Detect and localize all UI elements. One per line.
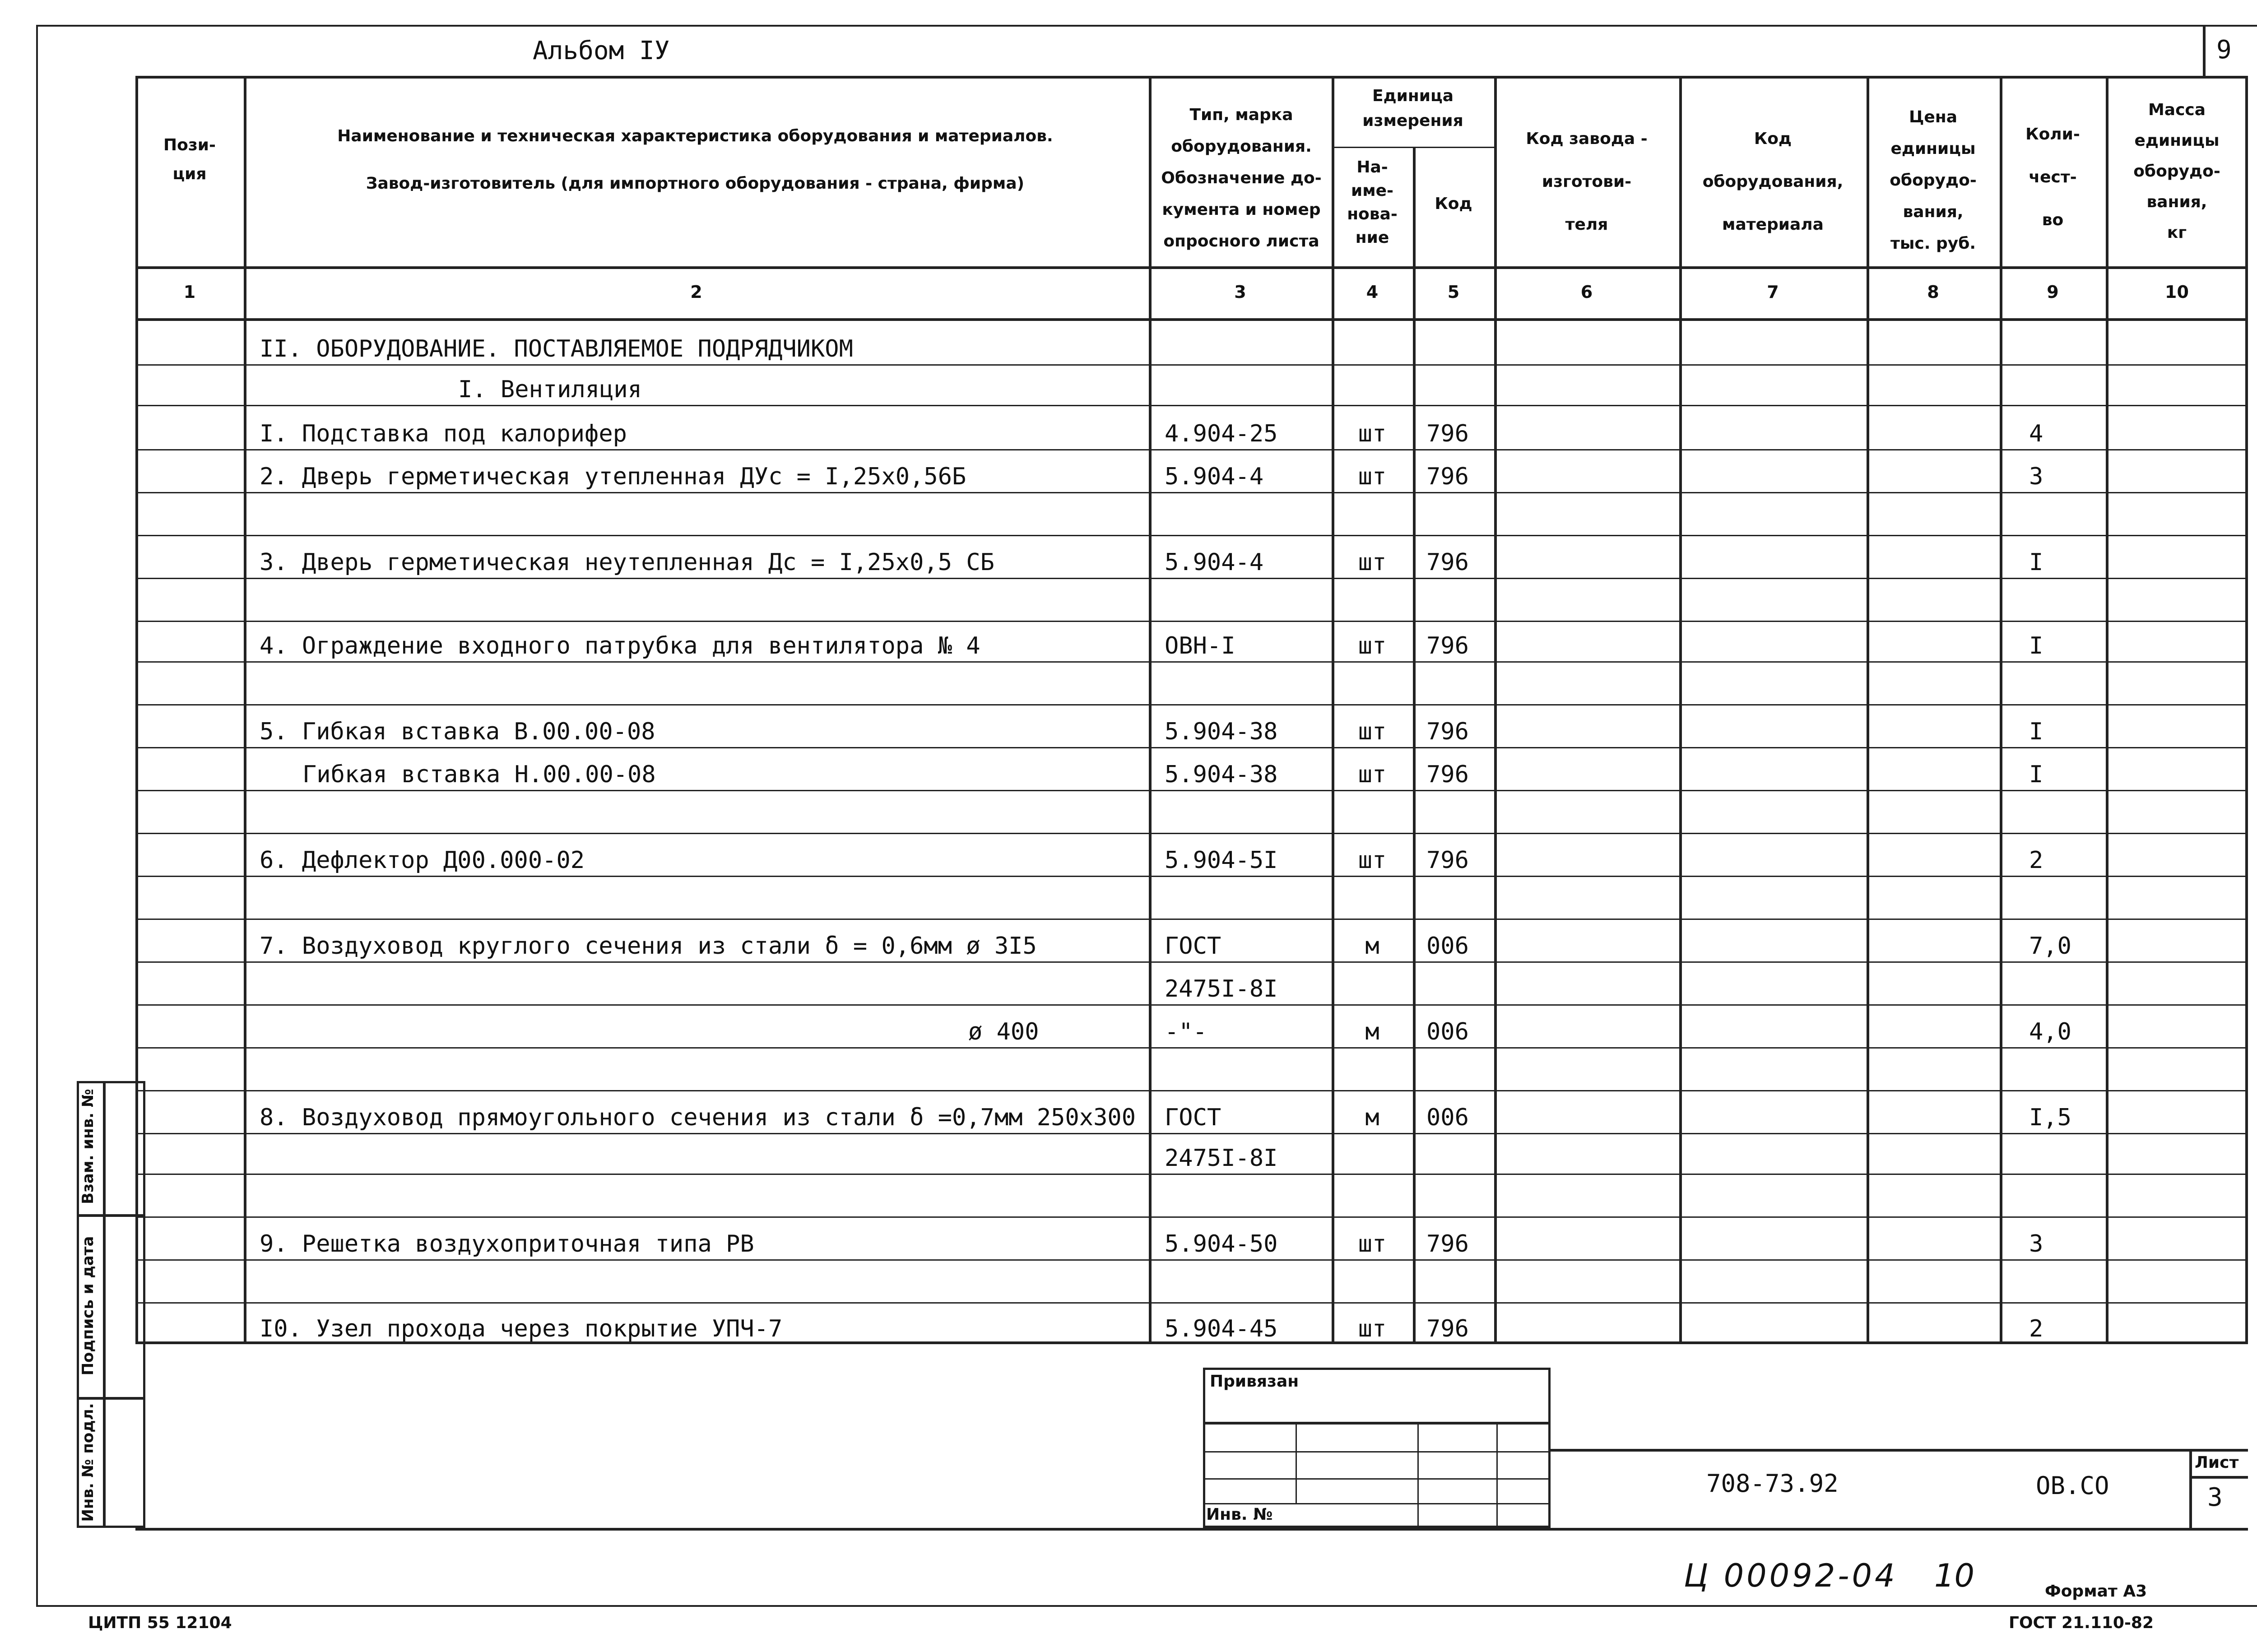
row-divider bbox=[135, 833, 2248, 834]
item-unit-code: 796 bbox=[1426, 420, 1469, 447]
item-unit: шт bbox=[1358, 761, 1387, 788]
title-block-top bbox=[1551, 1449, 2248, 1452]
item-quantity: 4,0 bbox=[2029, 1018, 2071, 1045]
item-name: 9. Решетка воздухоприточная типа РВ bbox=[260, 1230, 754, 1258]
handwritten-page: 10 bbox=[1934, 1557, 1975, 1594]
item-name: 8. Воздуховод прямоугольного сечения из стали δ =0,7мм 250x300 bbox=[260, 1104, 1136, 1131]
item-name: ø 400 bbox=[968, 1018, 1039, 1045]
item-unit: шт bbox=[1358, 549, 1387, 576]
item-quantity: I bbox=[2029, 718, 2043, 745]
item-quantity: I bbox=[2029, 549, 2043, 576]
privyazan-row-3 bbox=[1203, 1503, 1551, 1504]
item-type: 4.904-25 bbox=[1165, 420, 1278, 447]
row-divider bbox=[135, 364, 2248, 366]
item-type: 5.904-38 bbox=[1165, 761, 1278, 788]
item-unit: м bbox=[1365, 1018, 1379, 1045]
row-divider bbox=[135, 1174, 2248, 1175]
item-quantity: I bbox=[2029, 761, 2043, 788]
footer-right: ГОСТ 21.110-82 bbox=[2009, 1614, 2154, 1632]
item-type: ГОСТ bbox=[1165, 1104, 1221, 1131]
header-position: Пози- ция bbox=[163, 136, 216, 183]
item-unit-code: 796 bbox=[1426, 761, 1469, 788]
privyazan-col-2 bbox=[1417, 1422, 1419, 1528]
document-code: 708-73.92 bbox=[1706, 1469, 1839, 1498]
sheet-box-divider bbox=[2189, 1449, 2192, 1528]
item-unit: м bbox=[1365, 933, 1379, 960]
header-unit-name: На- име- нова- ние bbox=[1347, 158, 1398, 247]
item-unit-code: 006 bbox=[1426, 1104, 1469, 1131]
col-line-9 bbox=[2106, 76, 2108, 1344]
item-name: 3. Дверь герметическая неутепленная Дс = I,25x0,5 СБ bbox=[260, 549, 994, 576]
handwritten-code: Ц 00092-04 bbox=[1684, 1557, 1898, 1594]
col-number-10: 10 bbox=[2165, 282, 2189, 302]
row-divider bbox=[135, 1004, 2248, 1006]
podpis-label: Подпись и дата bbox=[79, 1236, 97, 1376]
item-type: 5.904-38 bbox=[1165, 718, 1278, 745]
row-divider bbox=[135, 747, 2248, 748]
item-name: 6. Дефлектор Д00.000-02 bbox=[260, 847, 585, 874]
row-divider bbox=[135, 1047, 2248, 1049]
column-number-line bbox=[135, 318, 2248, 321]
privyazan-label: Привязан bbox=[1210, 1372, 1299, 1391]
header-unit-code: Код bbox=[1435, 195, 1472, 213]
item-quantity: 2 bbox=[2029, 1315, 2043, 1342]
item-unit: шт bbox=[1358, 718, 1387, 745]
table-bottom-line bbox=[135, 1528, 2248, 1531]
header-type: Тип, марка оборудования. Обозначение до- кумента и номер опросного листа bbox=[1161, 106, 1322, 251]
header-factory-code: Код завода - изготови- теля bbox=[1526, 130, 1648, 234]
col-number-6: 6 bbox=[1580, 282, 1593, 302]
side-stamp-divider bbox=[103, 1081, 106, 1528]
row-divider bbox=[135, 790, 2248, 791]
privyazan-line bbox=[1203, 1422, 1551, 1425]
col-number-8: 8 bbox=[1927, 282, 1939, 302]
header-name-line1: Наименование и техническая характеристика оборудования и материалов. bbox=[337, 127, 1053, 145]
item-quantity: I bbox=[2029, 632, 2043, 659]
row-divider bbox=[135, 1133, 2248, 1134]
item-name: II. ОБОРУДОВАНИЕ. ПОСТАВЛЯЕМОЕ ПОДРЯДЧИКОМ bbox=[260, 335, 853, 362]
col-line-2 bbox=[1149, 76, 1152, 1344]
col-line-5 bbox=[1494, 76, 1497, 1344]
row-divider bbox=[135, 1090, 2248, 1091]
row-divider bbox=[135, 919, 2248, 920]
item-name: 4. Ограждение входного патрубка для вентилятора № 4 bbox=[260, 632, 980, 659]
row-divider bbox=[135, 578, 2248, 579]
col-line-6 bbox=[1679, 76, 1682, 1344]
item-name: Гибкая вставка Н.00.00-08 bbox=[302, 761, 656, 788]
inv-no-label: Инв. № bbox=[1206, 1505, 1273, 1524]
row-divider bbox=[135, 1259, 2248, 1261]
row-divider bbox=[135, 704, 2248, 705]
item-type: 2475I-8I bbox=[1165, 1145, 1278, 1172]
col-number-3: 3 bbox=[1234, 282, 1246, 302]
sheet-label: Лист bbox=[2195, 1453, 2239, 1472]
item-unit-code: 796 bbox=[1426, 718, 1469, 745]
page-corner-number: 9 bbox=[2216, 35, 2232, 65]
item-unit: шт bbox=[1358, 1315, 1387, 1342]
item-type: 5.904-50 bbox=[1165, 1230, 1278, 1258]
item-name: I. Подставка под калорифер bbox=[260, 420, 627, 447]
col-number-9: 9 bbox=[2047, 282, 2059, 302]
item-quantity: 2 bbox=[2029, 847, 2043, 874]
item-unit-code: 796 bbox=[1426, 847, 1469, 874]
row-divider bbox=[135, 405, 2248, 406]
header-name-line2: Завод-изготовитель (для импортного оборудования - страна, фирма) bbox=[366, 174, 1025, 193]
row-divider bbox=[135, 1302, 2248, 1304]
item-quantity: 3 bbox=[2029, 463, 2043, 490]
item-unit: шт bbox=[1358, 420, 1387, 447]
item-name: 5. Гибкая вставка В.00.00-08 bbox=[260, 718, 655, 745]
item-unit: шт bbox=[1358, 847, 1387, 874]
footer-left: ЦИТП 55 12104 bbox=[88, 1614, 232, 1632]
item-type: 5.904-4 bbox=[1165, 463, 1264, 490]
item-quantity: 3 bbox=[2029, 1230, 2043, 1258]
item-type: 2475I-8I bbox=[1165, 975, 1278, 1002]
item-unit-code: 796 bbox=[1426, 463, 1469, 490]
row-divider bbox=[135, 535, 2248, 536]
col-number-5: 5 bbox=[1447, 282, 1460, 302]
album-title: Альбом IУ bbox=[533, 36, 670, 65]
vzam-inv-label: Взам. инв. № bbox=[79, 1089, 97, 1204]
sheet-box-line bbox=[2189, 1476, 2248, 1479]
item-type: ОВН-I bbox=[1165, 632, 1235, 659]
privyazan-col-3 bbox=[1496, 1422, 1498, 1528]
item-unit-code: 006 bbox=[1426, 933, 1469, 960]
col-line-1 bbox=[244, 76, 246, 1344]
col-number-4: 4 bbox=[1366, 282, 1379, 302]
item-name: 2. Дверь герметическая утепленная ДУс = I,25x0,56Б bbox=[260, 463, 966, 490]
privyazan-row-2 bbox=[1203, 1478, 1551, 1480]
item-name: 7. Воздуховод круглого сечения из стали δ = 0,6мм ø 3I5 bbox=[260, 933, 1037, 960]
item-name: I. Вентиляция bbox=[458, 376, 642, 403]
item-unit-code: 796 bbox=[1426, 549, 1469, 576]
item-quantity: 4 bbox=[2029, 420, 2043, 447]
corner-box-divider bbox=[2203, 25, 2206, 77]
item-type: 5.904-45 bbox=[1165, 1315, 1278, 1342]
item-unit: шт bbox=[1358, 632, 1387, 659]
item-quantity: 7,0 bbox=[2029, 933, 2071, 960]
col-line-3 bbox=[1332, 76, 1334, 1344]
item-unit-code: 796 bbox=[1426, 1315, 1469, 1342]
format-label: Формат А3 bbox=[2045, 1582, 2147, 1601]
col-line-4 bbox=[1413, 147, 1416, 1344]
item-unit: м bbox=[1365, 1104, 1379, 1131]
item-name: I0. Узел прохода через покрытие УПЧ-7 bbox=[260, 1315, 783, 1342]
privyazan-col-1 bbox=[1296, 1422, 1297, 1504]
col-number-7: 7 bbox=[1767, 282, 1779, 302]
row-divider bbox=[135, 1216, 2248, 1218]
row-divider bbox=[135, 661, 2248, 663]
header-unit-group: Единица измерения bbox=[1362, 87, 1463, 130]
sheet-number: 3 bbox=[2207, 1483, 2223, 1512]
header-quantity: Коли- чест- во bbox=[2025, 125, 2080, 229]
row-divider bbox=[135, 621, 2248, 622]
item-quantity: I,5 bbox=[2029, 1104, 2071, 1131]
item-unit-code: 796 bbox=[1426, 1230, 1469, 1258]
item-unit-code: 796 bbox=[1426, 632, 1469, 659]
row-divider bbox=[135, 449, 2248, 450]
col-number-1: 1 bbox=[183, 282, 196, 302]
item-type: 5.904-4 bbox=[1165, 549, 1264, 576]
row-divider bbox=[135, 961, 2248, 963]
item-unit: шт bbox=[1358, 463, 1387, 490]
privyazan-row-1 bbox=[1203, 1451, 1551, 1452]
inv-podl-label: Инв. № подл. bbox=[79, 1403, 97, 1522]
header-bottom-line bbox=[135, 266, 2248, 269]
item-type: 5.904-5I bbox=[1165, 847, 1278, 874]
item-type: -"- bbox=[1165, 1018, 1207, 1045]
col-line-7 bbox=[1867, 76, 1869, 1344]
col-number-2: 2 bbox=[690, 282, 702, 302]
header-equipment-code: Код оборудования, материала bbox=[1702, 130, 1844, 234]
col-line-8 bbox=[2000, 76, 2002, 1344]
row-divider bbox=[135, 492, 2248, 493]
header-mass: Масса единицы оборудо- вания, кг bbox=[2133, 101, 2220, 242]
section-code: ОВ.СО bbox=[2036, 1471, 2109, 1500]
header-price: Цена единицы оборудо- вания, тыс. руб. bbox=[1890, 108, 1977, 253]
item-unit-code: 006 bbox=[1426, 1018, 1469, 1045]
row-divider bbox=[135, 876, 2248, 877]
side-stamp-line-1 bbox=[77, 1214, 145, 1217]
item-unit: шт bbox=[1358, 1230, 1387, 1258]
item-type: ГОСТ bbox=[1165, 933, 1221, 960]
